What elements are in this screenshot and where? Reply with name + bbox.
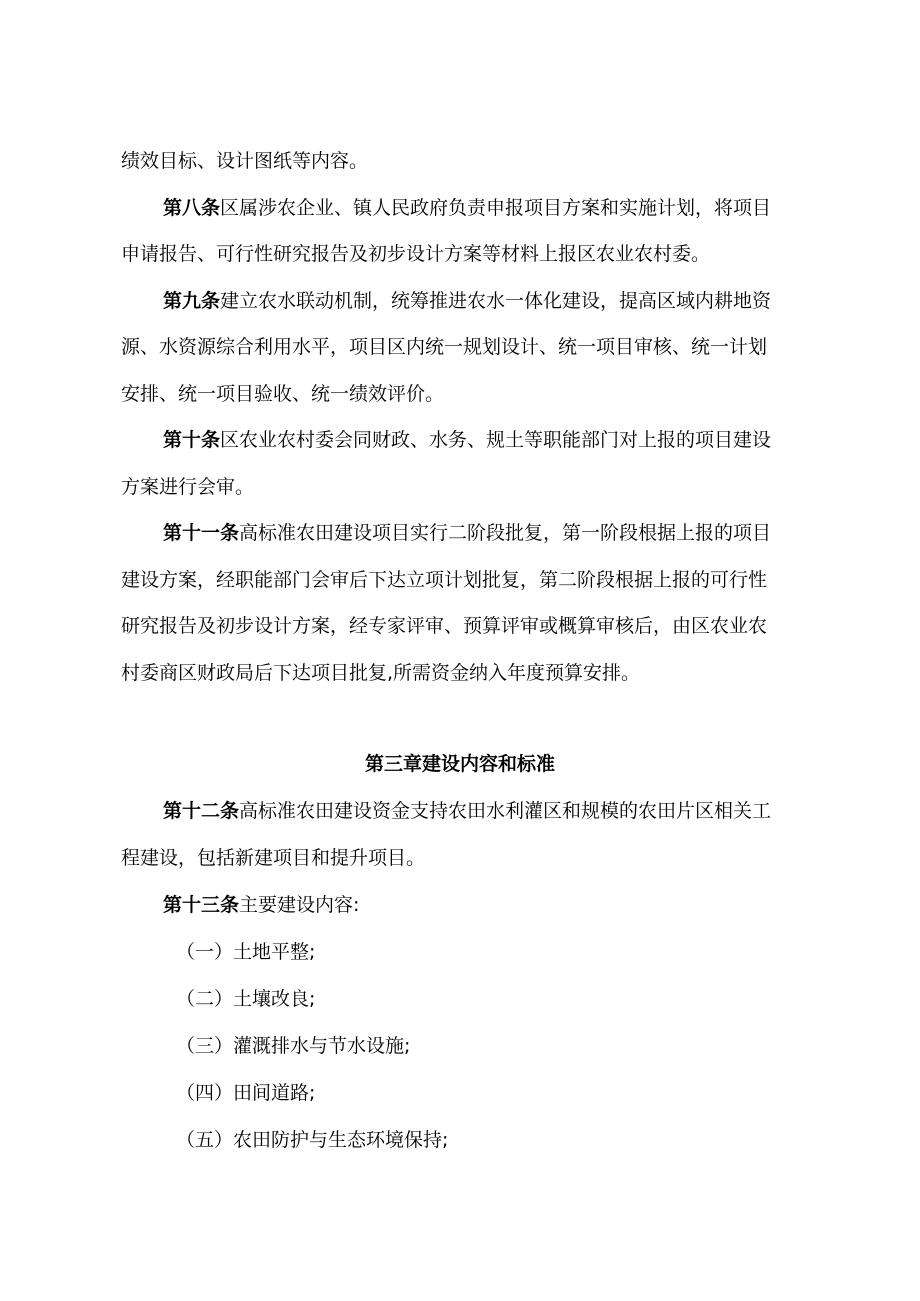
article-10-line-1: 第十条区农业农村委会同财政、水务、规土等职能部门对上报的项目建设 <box>163 429 772 451</box>
article-13-line: 第十三条主要建设内容: <box>163 894 360 916</box>
article-9-label: 第九条 <box>163 290 221 312</box>
paragraph-line: 绩效目标、设计图纸等内容。 <box>121 150 369 172</box>
article-9-line-2: 源、水资源综合利用水平，项目区内统一规划设计、统一项目审核、统一计划 <box>121 336 768 358</box>
list-item: （二）土壤改良; <box>176 988 316 1010</box>
article-8-label: 第八条 <box>163 197 221 219</box>
article-8-line-2: 申请报告、可行性研究报告及初步设计方案等材料上报区农业农村委。 <box>121 243 711 265</box>
article-9-line-1: 第九条建立农水联动机制，统筹推进农水一体化建设，提高区域内耕地资 <box>163 290 772 312</box>
article-9-line-3: 安排、统一项目验收、统一绩效评价。 <box>121 383 445 405</box>
article-8-line-1: 第八条区属涉农企业、镇人民政府负责申报项目方案和实施计划，将项目 <box>163 197 772 219</box>
article-11-label: 第十一条 <box>163 522 240 544</box>
article-10-label: 第十条 <box>163 429 221 451</box>
list-item: （四）田间道路; <box>176 1082 316 1104</box>
article-12-label: 第十二条 <box>163 800 240 822</box>
list-item: （五）农田防护与生态环境保持; <box>176 1129 449 1151</box>
list-item: （三）灌溉排水与节水设施; <box>176 1035 411 1057</box>
article-11-line-1: 第十一条高标准农田建设项目实行二阶段批复，第一阶段根据上报的项目 <box>163 522 772 544</box>
article-12-line-1: 第十二条高标准农田建设资金支持农田水利灌区和规模的农田片区相关工 <box>163 800 772 822</box>
chapter-heading: 第三章建设内容和标准 <box>364 753 555 775</box>
article-10-line-2: 方案进行会审。 <box>121 476 255 498</box>
article-11-line-2: 建设方案，经职能部门会审后下达立项计划批复，第二阶段根据上报的可行性 <box>121 569 768 591</box>
article-12-line-2: 程建设，包括新建项目和提升项目。 <box>121 847 426 869</box>
list-item: （一）土地平整; <box>176 941 316 963</box>
article-11-line-4: 村委商区财政局后下达项目批复,所需资金纳入年度预算安排。 <box>121 662 641 684</box>
article-11-line-3: 研究报告及初步设计方案，经专家评审、预算评审或概算审核后，由区农业农 <box>121 615 768 637</box>
article-13-label: 第十三条 <box>163 894 240 916</box>
